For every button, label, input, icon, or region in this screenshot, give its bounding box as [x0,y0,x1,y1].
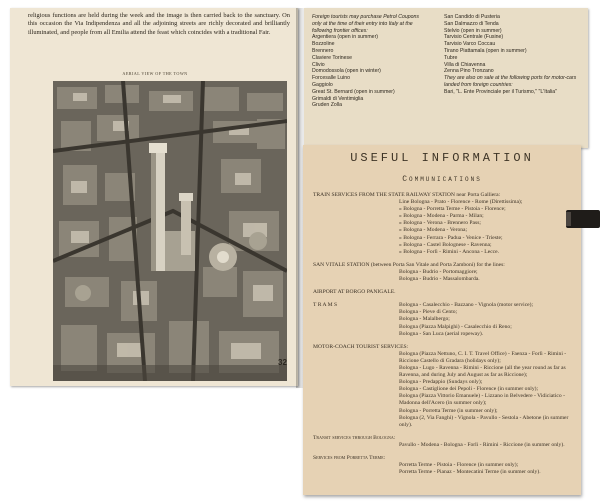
tram-line: Bologna - San Luca (aerial ropeway). [399,330,484,337]
ports-note: They are also on sale at the following ports for motor-cars landed from foreign countries: [444,75,577,88]
leaflet-title: USEFUL INFORMATION [350,151,534,165]
coach-line: Bologna (Piazza Vittorio Emanuele) - Lizzano in Belvedere - Vidiciatico - Madonna dell'Acero (in summer only); [399,393,565,407]
office-item: Zenna Pino Tronzano [444,68,494,75]
train-line: » Bologna - Castel Bolognese - Ravenna; [399,241,492,248]
office-item: Tubre [444,54,458,61]
binder-clip-edge [566,212,571,226]
photo-caption: AERIAL VIEW OF THE TOWN [122,71,188,76]
office-item: Clivio [312,61,325,68]
right-booklet-page [304,8,588,148]
office-item: San Candido di Pusteria [444,14,500,20]
coach-line: Bologna (2, Via Fanghi) - Vignola - Pavullo - Sestola - Abetone (in summer only). [399,414,569,428]
porretta-line: Porretta Terme - Pianaz - Montecatini Terme (in summer only). [399,469,541,476]
train-line: » Bologna - Modena - Verona; [399,227,468,234]
motor-coach-heading: MOTOR-COACH TOURIST SERVICES: [313,343,409,350]
transit-heading: Transit services through Bologna: [313,434,396,441]
office-item: Tirano Piattamala (open in summer) [444,47,527,54]
coupon-note: Foreign tourists may purchase Petrol Coupons only at the time of their entry into Italy at the following frontier offices: [312,14,419,34]
office-item: San Dalmazzo di Tenda [444,20,499,27]
aerial-town-image [53,81,287,381]
office-item: Claviere Torinese [312,54,352,61]
office-item: Grimaldi di Ventimiglia [312,95,364,102]
port-item: Bari, "L. Ente Provinciale per il Turismo," "L'Italia" [444,88,558,95]
intro-paragraph: religious functions are held during the week and the image is then carried back to the sanctuary. On this occasion the Via Indipendenza and all the adjoining streets are richly decorated and brilliantly illuminated, and people from all Emilia attend the feast which coincides with a traditional Fair. [28,12,290,36]
porretta-line: Porretta Terme - Pistoia - Florence (in summer only); [399,462,519,469]
office-item: Bozzoline [312,41,335,48]
train-line: » Bologna - Ferrara - Padua - Venice - Trieste; [399,234,503,241]
tram-line: Bologna - Casalecchio - Bazzano - Vignola (motor service); [399,302,534,309]
office-item: Domodossola (open in winter) [312,68,381,75]
office-item: Great St. Bernard (open in summer) [312,88,395,95]
office-item: Brennero [312,47,334,54]
aerial-view-photo [53,81,287,381]
airport-line: AIRPORT AT BORGO PANIGALE. [313,289,396,296]
office-item: Argentiera (open in summer) [312,34,379,41]
useful-information-leaflet [303,145,581,495]
tram-line: Bologna (Piazza Malpighi) - Casalecchio di Reno; [399,323,512,330]
office-item: Tarvisio Centrale (Fusine) [444,34,504,41]
tram-line: Bologna - Malalbergo; [399,316,450,323]
train-line: » Bologna - Verona - Brennero Pass; [399,220,481,227]
train-services-heading: TRAIN SERVICES FROM THE STATE RAILWAY STATION near Porta Galliera: [313,192,501,198]
left-booklet-page [10,8,298,386]
san-vitale-line: Bologna - Budrio - Portomaggiore; [399,268,478,275]
page-number: 32 [278,358,287,367]
transit-line: Pavullo - Modena - Bologna - Forlì - Rimini - Riccione (in summer only). [399,441,565,448]
office-item: Villa di Chiavenna [444,61,486,68]
leaflet-body [313,192,575,476]
coach-line: Bologna (Piazza Nettuno, C. I. T. Travel Office) - Faenza - Forlì - Rimini - Riccione Castello di Gradara (holidays only); [399,350,567,364]
trams-section [313,302,575,309]
office-item: Gaggiolo [312,81,333,88]
porretta-heading: Services from Porretta Terme: [313,455,386,461]
frontier-offices-column-2 [444,14,584,96]
office-item: Gruden Zolla [312,102,342,109]
coach-line: Bologna - Predappio (Sundays only); [399,379,483,386]
office-item: Stelvio (open in summer) [444,27,502,34]
coach-line: Bologna - Porretta Terme (in summer only); [399,407,498,414]
train-line: » Bologna - Modena - Parma - Milan; [399,213,484,220]
office-item: Tarvisio Varco Coccau [444,41,496,48]
trams-heading: T R A M S [313,302,338,309]
office-item: Forcesalle Luino [312,75,351,82]
leaflet-subtitle: Communications [402,175,482,184]
tram-line: Bologna - Pieve di Cento; [399,309,458,316]
coach-line: Bologna - Castiglione dei Pepoli - Florence (in summer only); [399,386,539,393]
coach-line: Bologna - Lugo - Ravenna - Rimini - Riccione (all the year round as far as Ravenna, and during July and August as far as Riccione); [399,364,566,379]
frontier-offices-column-1 [312,14,428,109]
train-line: Line Bologna - Prato - Florence - Rome (Direttissima); [399,199,523,206]
train-line: » Bologna - Forlì - Rimini - Ancona - Lecce. [399,248,500,255]
train-line: » Bologna - Porretta Terme - Pistoia - Florence; [399,206,506,213]
binder-clip [566,210,600,228]
san-vitale-line: Bologna - Budrio - Massalombarda. [399,276,480,283]
san-vitale-heading: SAN VITALE STATION (between Porta San Vitale and Porta Zamboni) for the lines: [313,261,505,268]
